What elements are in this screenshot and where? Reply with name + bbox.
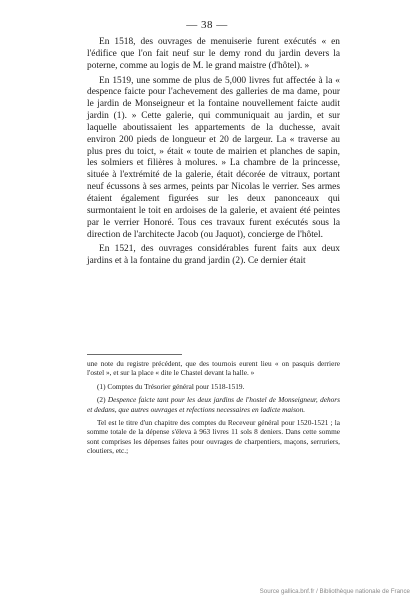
footnote-2-number: (2) [97,395,106,405]
footnote-separator [87,354,182,355]
footnote-3: Tel est le titre d'un chapitre des comptes du Receveur général pour 1520-1521 ; la somme totale de la dépense s'éleva à 963 livres 11 sols 8 deniers. Dans cette somme sont comprises les dépenses faites pour ouvrages de charpentiers, maçons, serruriers, cloutiers, etc.; [87,418,340,456]
source-credit: Source gallica.bnf.fr / Bibliothèque nationale de France [259,588,410,595]
paragraph-1521: En 1521, des ouvrages considérables furent faits aux deux jardins et à la fontaine du grand jardin (2). Ce dernier était [87,244,340,267]
main-text [87,37,340,271]
footnote-2-text: Despence faicte tant pour les deux jardins de l'hostel de Monseigneur, dehors et dedans, que autres ouvrages et refections necessaires en ladicte maison. [87,395,340,414]
footnote-continuation: une note du registre précédent, que des tournois eurent lieu « on pasquis derriere l'ostel », et sur la place « dite le Chastel devant la halle. » [87,359,340,378]
page-number: — 38 — [186,19,228,31]
footnote-1: (1) Comptes du Trésorier général pour 1518-1519. [97,381,245,391]
footnotes [87,359,340,460]
paragraph-1519: En 1519, une somme de plus de 5,000 livres fut affectée à la « despence faicte pour l'achevement des galleries de ma dame, pour le jardin de Monseigneur et la fontaine nouvellement faicte audit jardin (1). » Cette galerie, qui communiquait au jardin, et sur laquelle aboutissaient les appartements de la duchesse, avait environ 200 pieds de longueur et 20 de largeur. La « traverse au plus pres du toict, » était « toute de mairien et planches de sapin, les solmiers et filières à molures. » La chambre de la princesse, située à l'extrémité de la galerie, était décorée de vitraux, portant neuf écussons à ses armes, peints par Nicolas le verrier. Ses armes étaient également figurées sur les deux panonceaux qui surmontaient le toit en ardoises de la galerie, et avaient été peintes par le verrier Honoré. Tous ces travaux furent exécutés sous la direction de l'architecte Jacob (ou Jaquot), concierge de l'hôtel. [87,75,340,240]
footnote-2 [87,395,340,414]
paragraph-1518: En 1518, des ouvrages de menuiserie furent exécutés « en l'édifice que l'on fait neuf sur le demy rond du jardin devers la poterne, comme au logis de M. le grand maistre (d'hôtel). » [87,37,340,71]
